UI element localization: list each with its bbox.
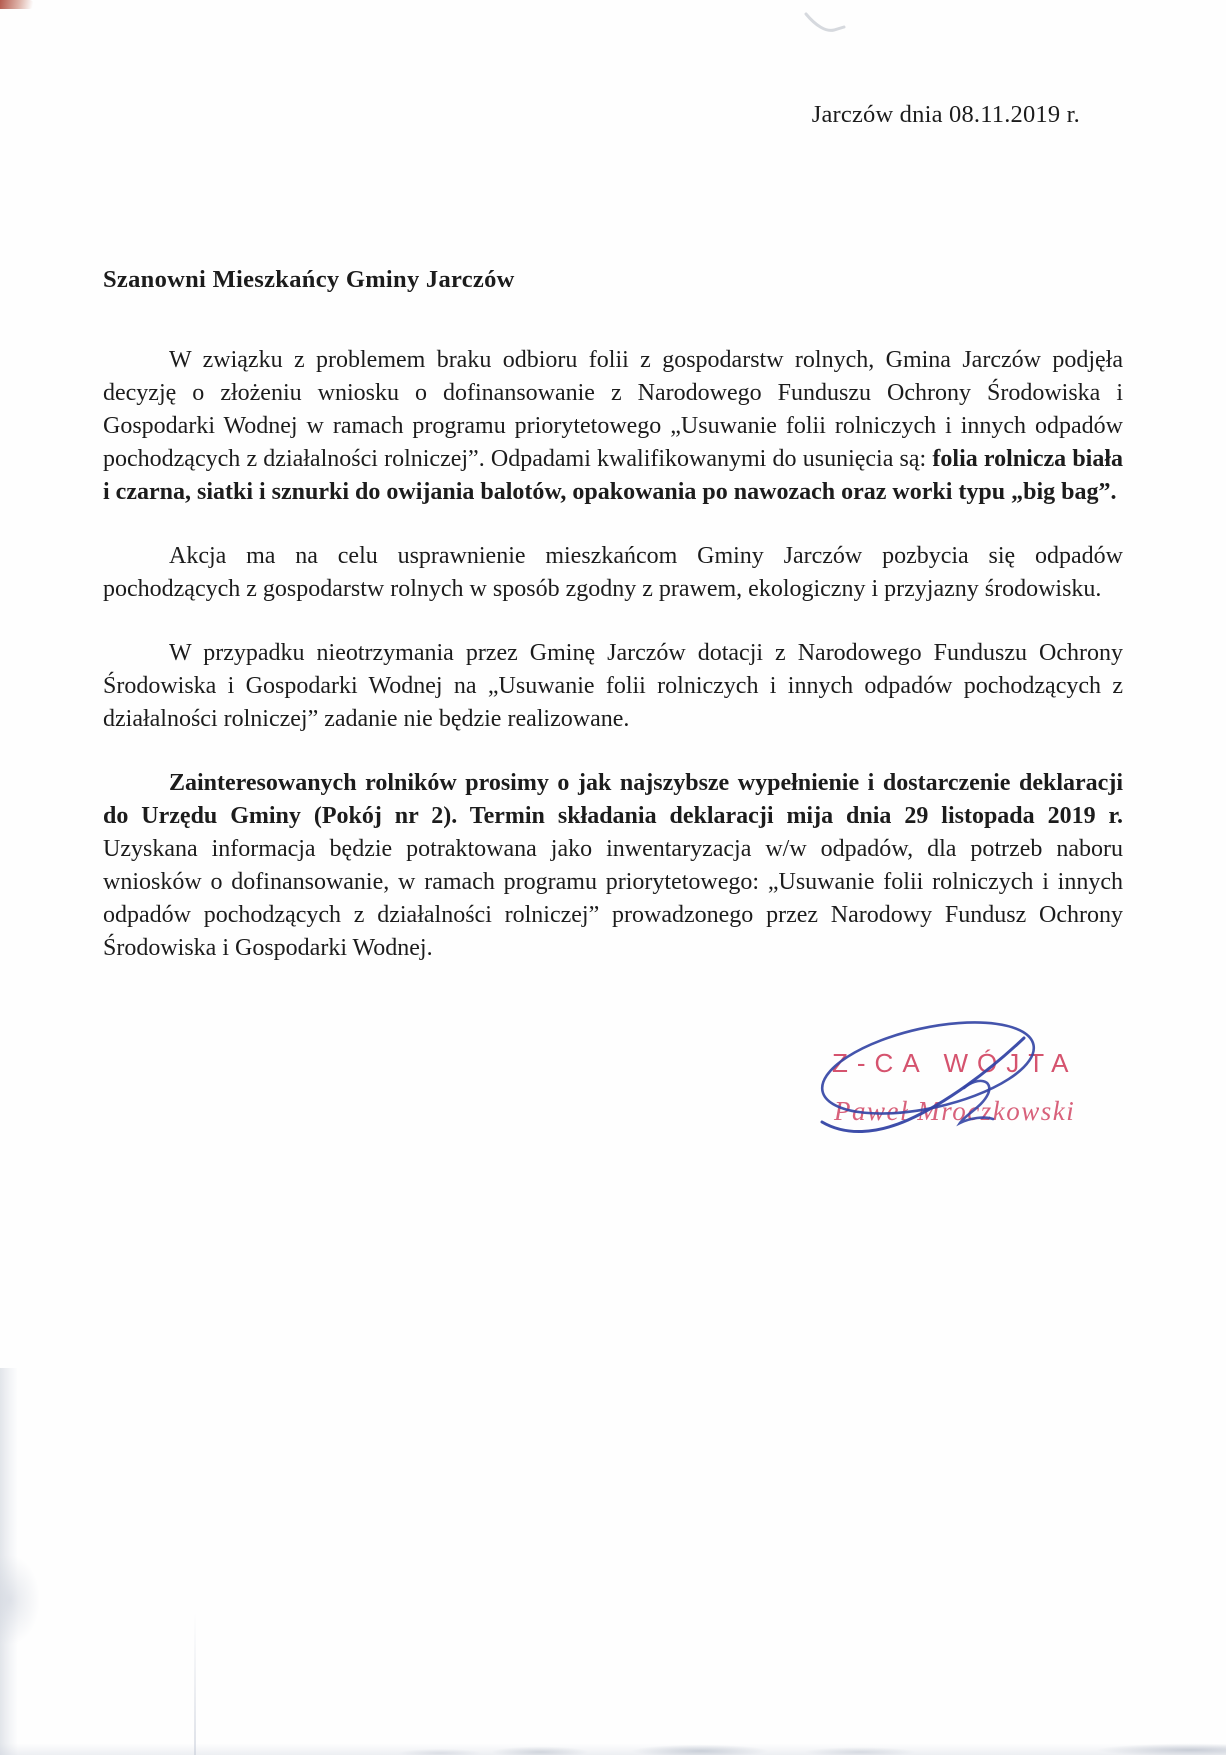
scan-artifact-top-left-streak bbox=[0, 0, 34, 9]
salutation: Szanowni Mieszkańcy Gminy Jarczów bbox=[103, 266, 515, 293]
pen-signature-icon bbox=[736, 1006, 1076, 1156]
paragraph-1-bold-run: folia rolnicza biała i czarna, siatki i sznurki do owijania balotów, opakowania po nawozach oraz worki typu „big bag”. bbox=[103, 446, 1123, 505]
letter-body bbox=[103, 344, 1123, 996]
paragraph-4 bbox=[103, 767, 1123, 965]
stamp-signer-name: Paweł Mroczkowski bbox=[834, 1096, 1076, 1126]
scan-artifact-left-edge-blob bbox=[0, 1540, 64, 1670]
paragraph-1 bbox=[103, 344, 1123, 509]
paragraph-2 bbox=[103, 540, 1123, 606]
paragraph-2-run: Akcja ma na celu usprawnienie mieszkańcom Gminy Jarczów pozbycia się odpadów pochodzących z gospodarstw rolnych w sposób zgodny z prawem, ekologiczny i przyjazny środowisku. bbox=[103, 543, 1123, 602]
paragraph-4-bold-run: Zainteresowanych rolników prosimy o jak najszybsze wypełnienie i dostarczenie deklaracji do Urzędu Gminy (Pokój nr 2). Termin składania deklaracji mija dnia 29 listopada 2019 r. bbox=[103, 770, 1123, 829]
scan-artifact-gray-tick bbox=[796, 6, 852, 42]
scan-artifact-vertical-crease bbox=[194, 1612, 196, 1755]
paragraph-1-regular-run: W związku z problemem braku odbioru folii z gospodarstw rolnych, Gmina Jarczów podjęła decyzję o złożeniu wniosku o dofinansowanie z Narodowego Funduszu Ochrony Środowiska i Gospodarki Wodnej w ramach programu priorytetowego „Usuwanie folii rolniczych i innych odpadów pochodzących z działalności rolniczej”. Odpadami kwalifikowanymi do usunięcia są: bbox=[103, 347, 1123, 472]
stamp-title: Z-CA WÓJTA bbox=[832, 1048, 1078, 1078]
paragraph-3 bbox=[103, 637, 1123, 736]
scan-artifact-bottom-edge-band bbox=[0, 1737, 1226, 1755]
paragraph-3-run: W przypadku nieotrzymania przez Gminę Jarczów dotacji z Narodowego Funduszu Ochrony Środowiska i Gospodarki Wodnej na „Usuwanie folii rolniczych i innych odpadów pochodzących z działalności rolniczej” zadanie nie będzie realizowane. bbox=[103, 640, 1123, 732]
paragraph-4-regular-run: Uzyskana informacja będzie potraktowana jako inwentaryzacja w/w odpadów, dla potrzeb naboru wniosków o dofinansowanie, w ramach programu priorytetowego: „Usuwanie folii rolniczych i innych odpadów pochodzących z działalności rolniczej” prowadzonego przez Narodowy Fundusz Ochrony Środowiska i Gospodarki Wodnej. bbox=[103, 836, 1123, 961]
date-line: Jarczów dnia 08.11.2019 r. bbox=[811, 101, 1080, 128]
deputy-mayor-stamp bbox=[736, 1006, 1076, 1156]
